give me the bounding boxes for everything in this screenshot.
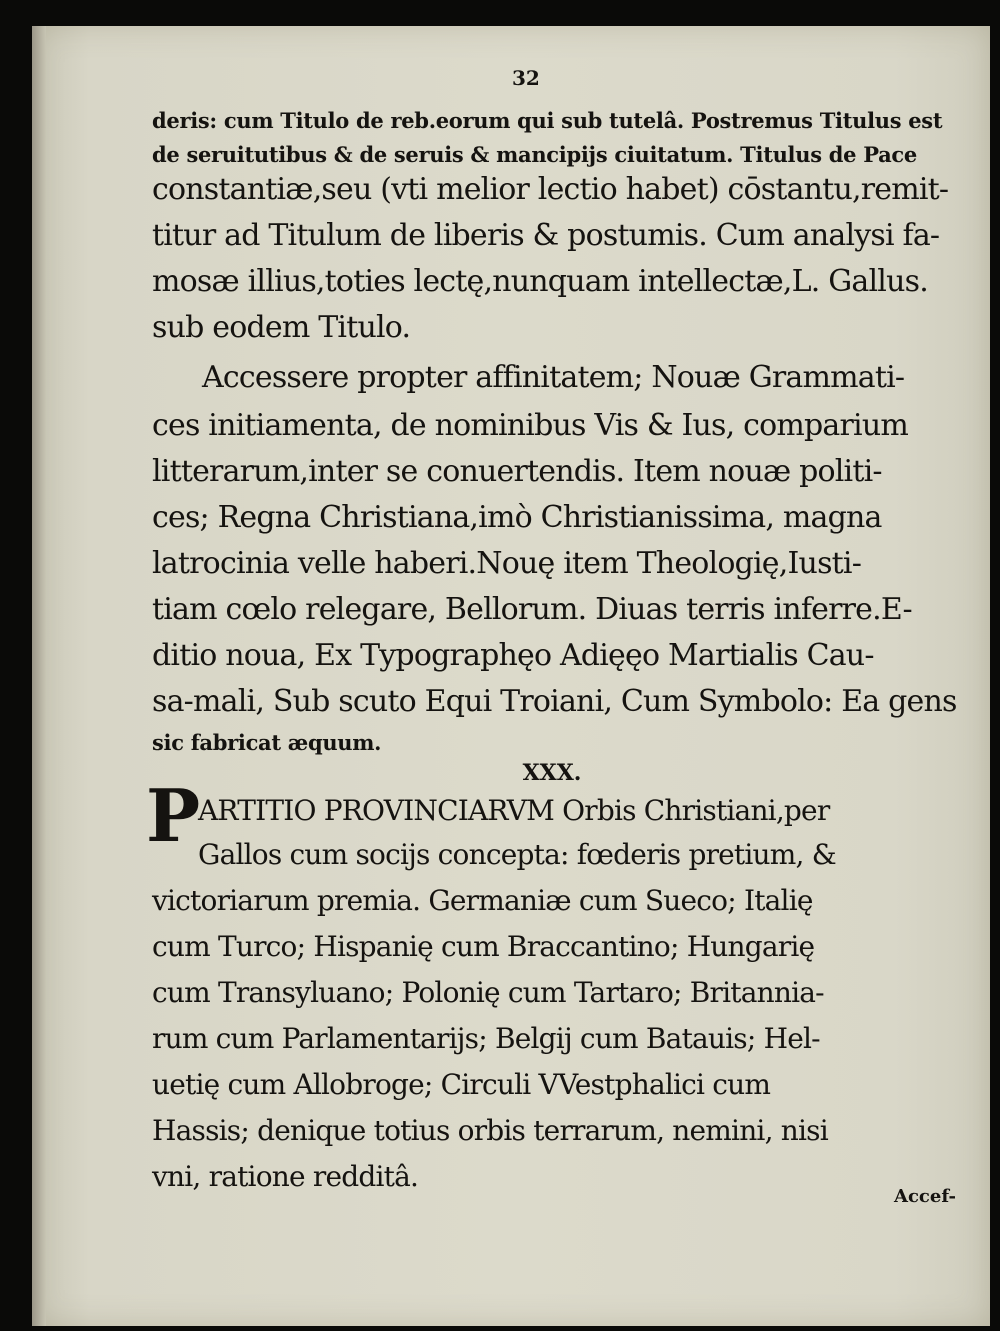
text-line: Hassis; denique totius orbis terrarum, nemini, nisi <box>152 1114 828 1147</box>
text-line: ces; Regna Christiana,imò Christianissima, magna <box>152 500 882 535</box>
text-line: de seruitutibus & de seruis & mancipijs ciuitatum. Titulus de Pace <box>152 142 917 167</box>
text-line: ces initiamenta, de nominibus Vis & Ius, comparium <box>152 408 909 443</box>
text-line: sub eodem Titulo. <box>152 310 411 345</box>
text-line: rum cum Parlamentarijs; Belgij cum Batauis; Hel- <box>152 1022 820 1055</box>
text-line: Accessere propter affinitatem; Nouæ Grammati- <box>202 360 905 395</box>
book-page <box>32 26 990 1326</box>
text-line: ARTITIO PROVINCIARVM Orbis Christiani,per <box>198 794 830 827</box>
page-gutter <box>32 26 46 1326</box>
text-line: deris: cum Titulo de reb.eorum qui sub tutelâ. Postremus Titulus est <box>152 108 943 133</box>
drop-cap: P <box>146 773 201 858</box>
text-line: constantiæ,seu (vti melior lectio habet) cōstantu,remit- <box>152 172 949 207</box>
text-line: tiam cœlo relegare, Bellorum. Diuas terris inferre.E- <box>152 592 912 627</box>
text-line: sa-mali, Sub scuto Equi Troiani, Cum Symbolo: Ea gens <box>152 684 957 719</box>
text-line: mosæ illius,toties lectę,nunquam intellectæ,L. Gallus. <box>152 264 928 299</box>
text-line: cum Turco; Hispanię cum Braccantino; Hungarię <box>152 930 815 963</box>
page-number: 32 <box>512 66 540 90</box>
text-line: litterarum,inter se conuertendis. Item nouæ politi- <box>152 454 882 489</box>
catchword: Accef- <box>894 1186 956 1207</box>
text-line: cum Transyluano; Polonię cum Tartaro; Britannia- <box>152 976 824 1009</box>
text-line: titur ad Titulum de liberis & postumis. Cum analysi fa- <box>152 218 940 253</box>
text-line: vni, ratione redditâ. <box>152 1160 419 1193</box>
text-line: ditio noua, Ex Typographęo Adięęo Martialis Cau- <box>152 638 874 673</box>
text-line: uetię cum Allobroge; Circuli VVestphalici cum <box>152 1068 771 1101</box>
text-line: latrocinia velle haberi.Nouę item Theologię,Iusti- <box>152 546 862 581</box>
text-line: Gallos cum socijs concepta: fœderis pretium, & <box>198 838 836 871</box>
text-line: sic fabricat æquum. <box>152 730 382 755</box>
section-heading: XXX. <box>522 760 582 786</box>
text-line: victoriarum premia. Germaniæ cum Sueco; Italię <box>152 884 813 917</box>
